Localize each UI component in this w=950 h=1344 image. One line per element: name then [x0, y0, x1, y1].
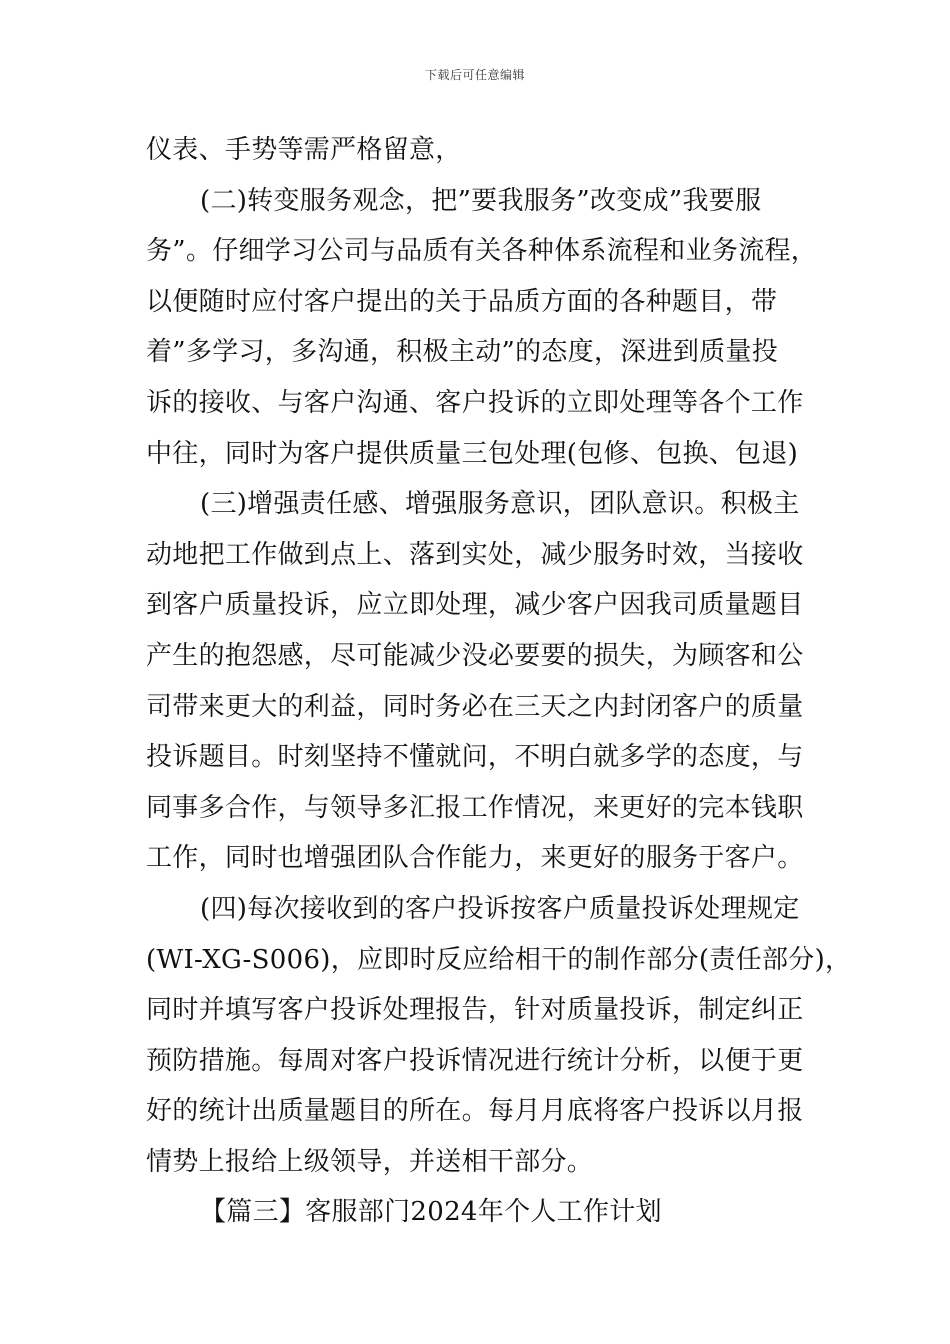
text-line: 司带来更大的利益，同时务必在三天之内封闭客户的质量 — [146, 691, 804, 722]
text-line: 投诉题目。时刻坚持不懂就问，不明白就多学的态度，与 — [146, 742, 804, 773]
text-line: 仪表、手势等需严格留意， — [146, 135, 462, 165]
text-line: 工作，同时也增强团队合作能力，来更好的服务于客户。 — [146, 843, 804, 874]
text-line: 同时并填写客户投诉处理报告，针对质量投诉，制定纠正 — [146, 995, 804, 1026]
text-line: 诉的接收、与客户沟通、客户投诉的立即处理等各个工作 — [146, 387, 804, 418]
text-line: 情势上报给上级领导，并送相干部分。 — [146, 1146, 594, 1177]
page-header: 下载后可任意编辑 — [424, 68, 525, 82]
text-line: (二)转变服务观念，把”要我服务”改变成”我要服 — [200, 185, 762, 216]
text-line: 同事多合作，与领导多汇报工作情况，来更好的完本钱职 — [146, 792, 804, 823]
text-line: (WI-XG-S006)，应即时反应给相干的制作部分(责任部分)， — [146, 944, 852, 975]
text-line: 好的统计出质量题目的所在。每月月底将客户投诉以月报 — [146, 1096, 804, 1127]
text-line: (三)增强责任感、增强服务意识，团队意识。积极主 — [200, 489, 800, 520]
text-line: 着”多学习，多沟通，积极主动”的态度，深进到质量投 — [146, 337, 779, 368]
text-line: 【篇三】客服部门2024年个人工作计划 — [200, 1197, 662, 1228]
text-line: 动地把工作做到点上、落到实处，减少服务时效，当接收 — [146, 539, 804, 570]
text-line: 到客户质量投诉，应立即处理，减少客户因我司质量题目 — [146, 590, 804, 621]
text-line: 务”。仔细学习公司与品质有关各种体系流程和业务流程， — [146, 236, 818, 267]
text-line: 以便随时应付客户提出的关于品质方面的各种题目，带 — [146, 286, 778, 317]
document-body — [146, 125, 852, 1238]
text-line: 产生的抱怨感，尽可能减少没必要要的损失，为顾客和公 — [146, 640, 804, 671]
text-line: (四)每次接收到的客户投诉按客户质量投诉处理规定 — [200, 893, 800, 924]
text-line: 预防措施。每周对客户投诉情况进行统计分析，以便于更 — [146, 1045, 804, 1076]
text-line: 中往，同时为客户提供质量三包处理(包修、包换、包退) — [146, 438, 799, 469]
